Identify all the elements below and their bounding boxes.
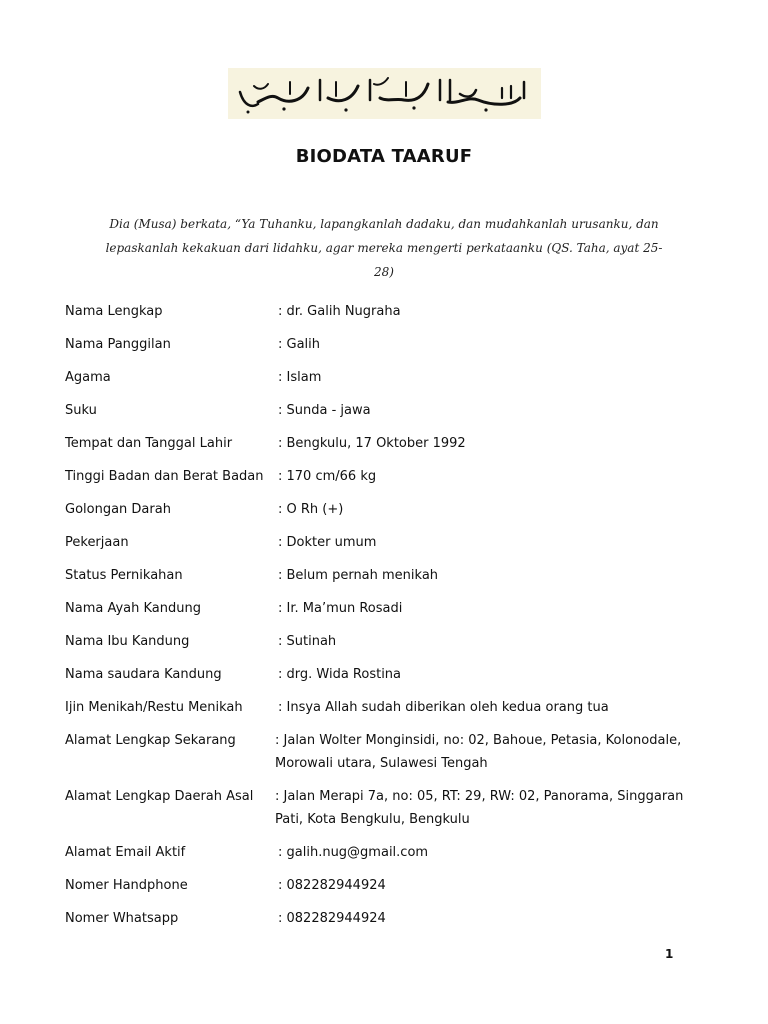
field-value: : Sunda - jawa	[278, 403, 371, 418]
basmala-calligraphy-image	[228, 68, 541, 119]
field-label: Tinggi Badan dan Berat Badan	[65, 469, 264, 484]
field-value: : dr. Galih Nugraha	[278, 304, 401, 319]
field-label: Ijin Menikah/Restu Menikah	[65, 700, 243, 715]
field-label: Agama	[65, 370, 111, 385]
field-value: : Ir. Ma’mun Rosadi	[278, 601, 403, 616]
field-value: : 170 cm/66 kg	[278, 469, 377, 484]
field-label: Tempat dan Tanggal Lahir	[65, 436, 233, 451]
page-number: 1	[665, 947, 674, 961]
field-value: : Jalan Wolter Monginsidi, no: 02, Bahoue, Petasia, Kolonodale, Morowali utara, Sulawesi Tengah	[275, 733, 682, 771]
field-label: Status Pernikahan	[65, 568, 183, 583]
field-label: Nama Ayah Kandung	[65, 601, 201, 616]
field-label: Alamat Email Aktif	[65, 845, 186, 860]
field-value: : drg. Wida Rostina	[278, 667, 402, 682]
field-label: Nama Panggilan	[65, 337, 171, 352]
field-label: Nama saudara Kandung	[65, 667, 222, 682]
quran-quote	[100, 212, 668, 284]
field-value: : galih.nug@gmail.com	[278, 845, 429, 860]
document-title: BIODATA TAARUF	[295, 146, 473, 167]
field-label: Suku	[65, 403, 97, 418]
field-label: Pekerjaan	[65, 535, 129, 550]
field-value: : Sutinah	[278, 634, 337, 649]
field-value: : Belum pernah menikah	[278, 568, 439, 583]
field-label: Nama Lengkap	[65, 304, 163, 319]
field-label: Alamat Lengkap Sekarang	[65, 733, 236, 748]
field-value: : Bengkulu, 17 Oktober 1992	[278, 436, 466, 451]
quote-line-1: Dia (Musa) berkata, “Ya Tuhanku, lapangkanlah dadaku, dan mudahkanlah urusanku, dan	[109, 217, 659, 231]
field-value: : O Rh (+)	[278, 502, 344, 517]
field-label: Nama Ibu Kandung	[65, 634, 190, 649]
field-value: : 082282944924	[278, 911, 386, 926]
field-value: : Galih	[278, 337, 321, 352]
field-label: Nomer Handphone	[65, 878, 188, 893]
field-value: : Insya Allah sudah diberikan oleh kedua orang tua	[278, 700, 609, 715]
field-value: : Jalan Merapi 7a, no: 05, RT: 29, RW: 02, Panorama, Singgaran Pati, Kota Bengkulu, Bengkulu	[275, 789, 684, 827]
field-value: : 082282944924	[278, 878, 386, 893]
field-value: : Islam	[278, 370, 322, 385]
field-value: : Dokter umum	[278, 535, 377, 550]
field-label: Nomer Whatsapp	[65, 911, 179, 926]
quote-line-2: lepaskanlah kekakuan dari lidahku, agar mereka mengerti perkataanku (QS. Taha, ayat 25-28)	[105, 241, 663, 279]
field-label: Golongan Darah	[65, 502, 171, 517]
field-label: Alamat Lengkap Daerah Asal	[65, 789, 254, 804]
